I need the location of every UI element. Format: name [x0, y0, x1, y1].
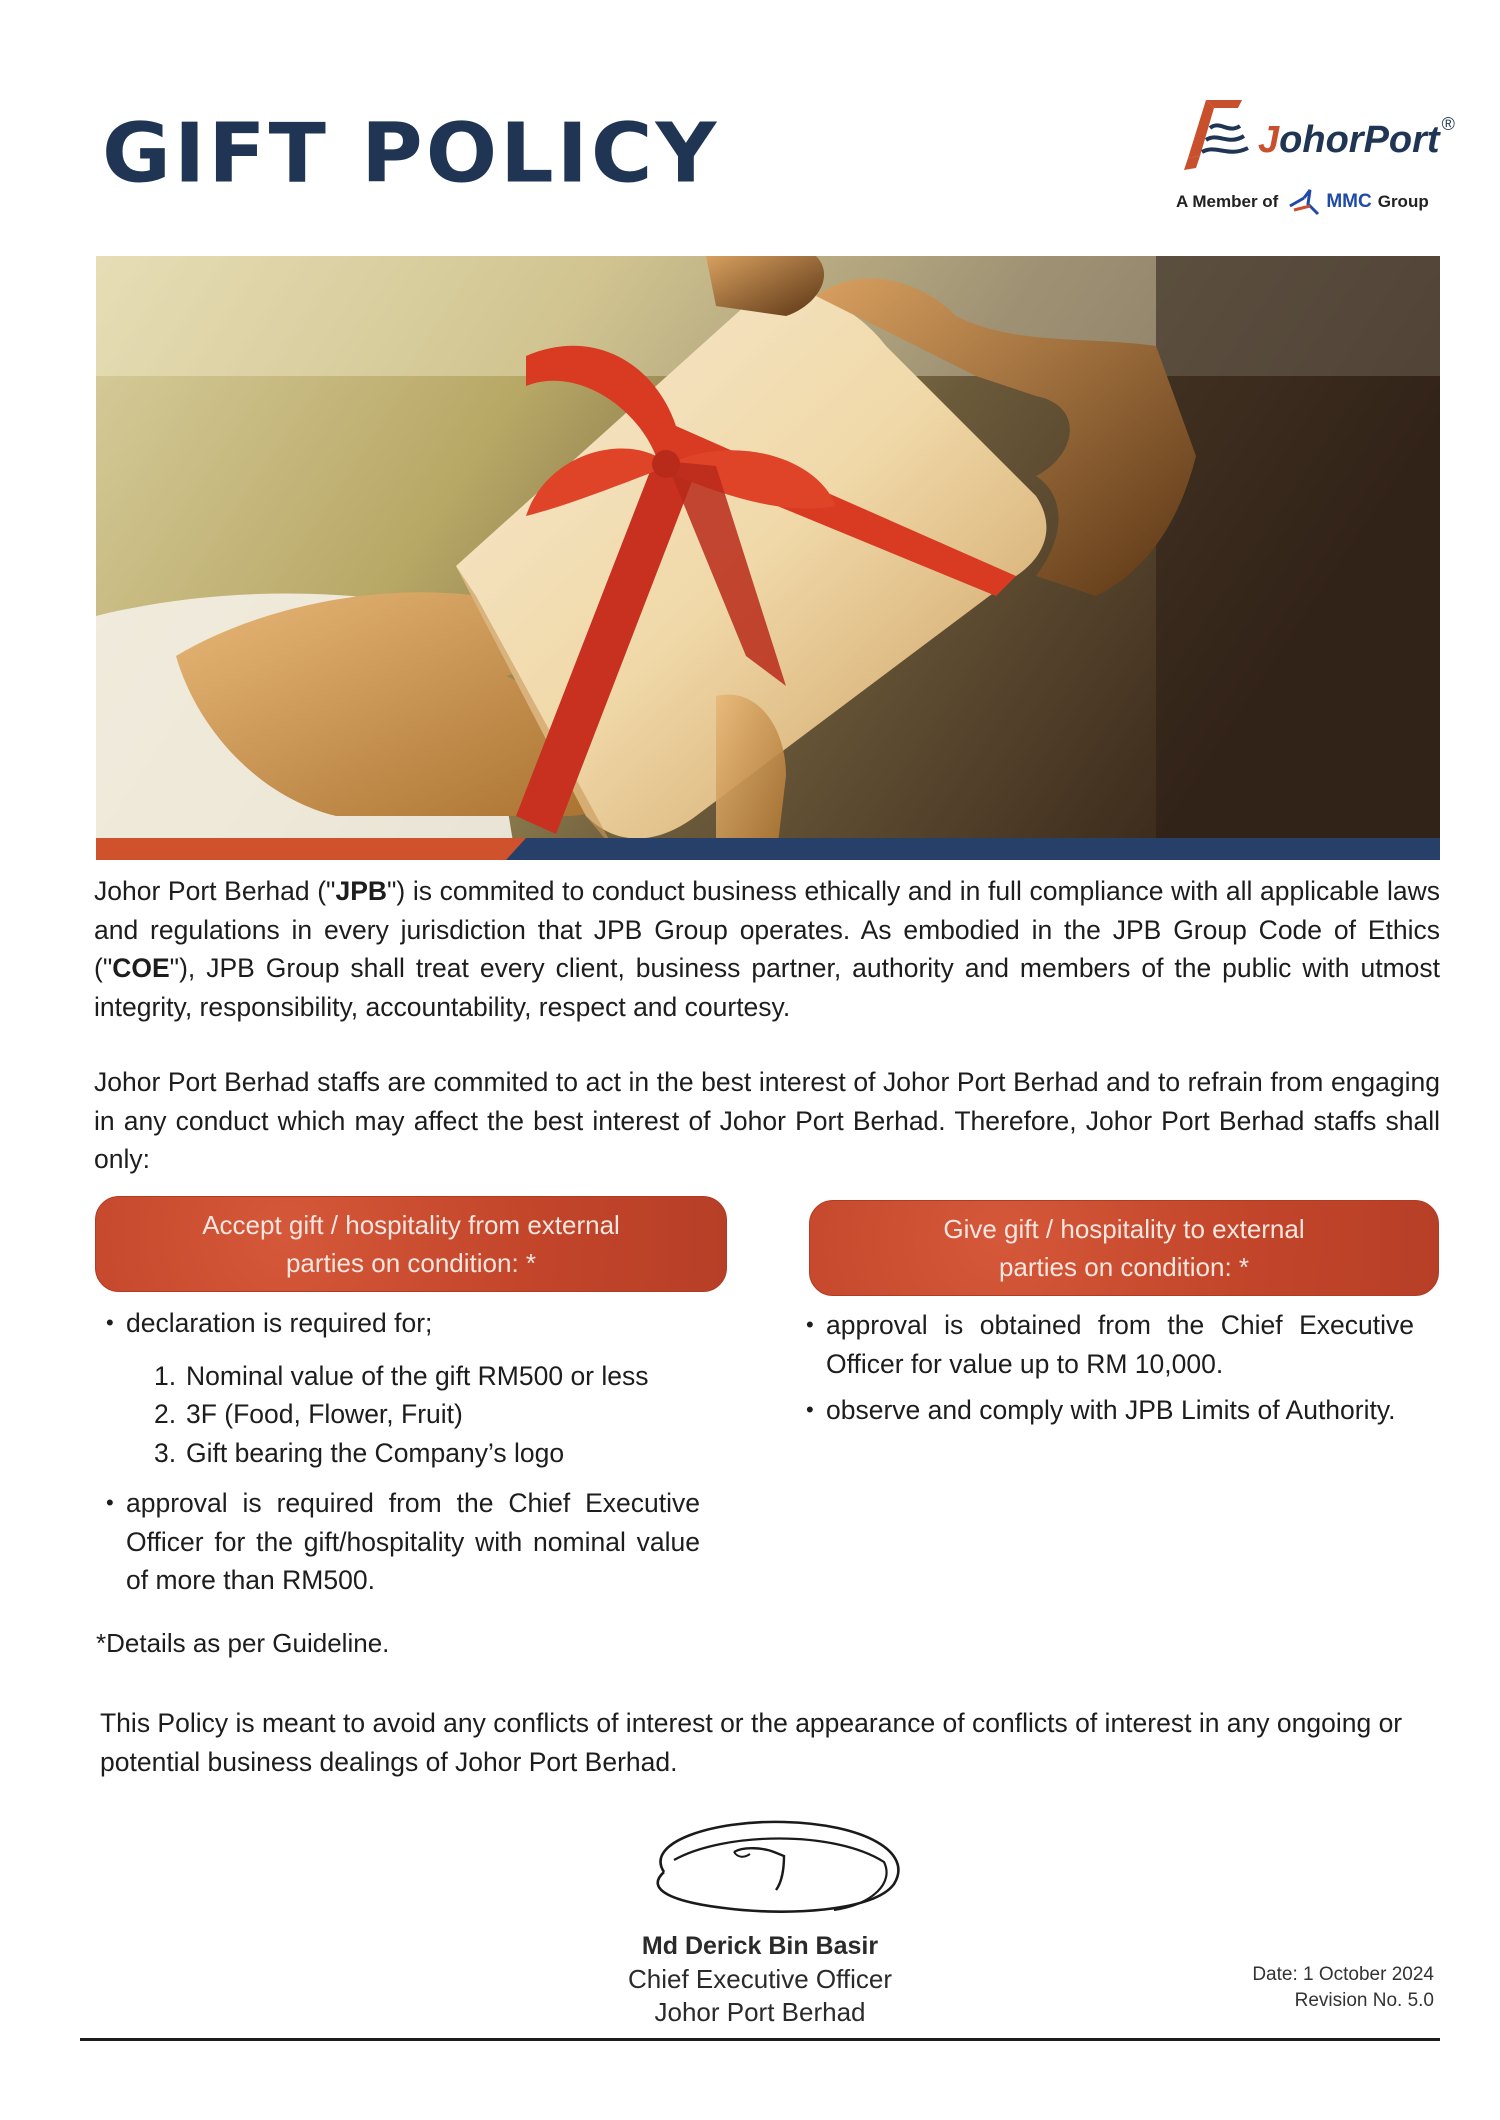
list-item: 2. 3F (Food, Flower, Fruit)	[154, 1399, 463, 1429]
ceo-signature	[634, 1812, 914, 1922]
johor-port-logo	[1176, 98, 1456, 218]
page-title: GIFT POLICY	[102, 104, 720, 202]
signer-title: Chief Executive Officer	[628, 1964, 892, 1994]
document-revision: Revision No. 5.0	[1294, 1990, 1434, 2011]
document-meta	[1252, 1962, 1434, 2014]
signer-block	[560, 1930, 960, 2029]
hero-image	[96, 256, 1440, 860]
johor-port-wordmark: JohorPort ®	[1258, 114, 1455, 161]
accept-gift-heading: Accept gift / hospitality from external parties on condition: *	[95, 1196, 727, 1292]
staff-commitment-paragraph: Johor Port Berhad staffs are commited to act in the best interest of Johor Port Berhad and to refrain from engaging in any conduct which may affect the best interest of Johor Port Berhad. Therefore, Johor Port Berhad staffs shall only:	[94, 1067, 1440, 1174]
guideline-note: *Details as per Guideline.	[96, 1628, 390, 1658]
gift-exchange-icon	[96, 256, 1440, 860]
footer-divider	[80, 2038, 1440, 2041]
give-comply-bullet: • observe and comply with JPB Limits of Authority.	[804, 1391, 1414, 1430]
johor-port-logo-icon	[1184, 98, 1254, 172]
closing-paragraph: This Policy is meant to avoid any conflicts of interest or the appearance of conflicts of interest in any ongoing or potential business dealings of Johor Port Berhad.	[100, 1708, 1403, 1777]
accept-conditions	[104, 1304, 700, 1600]
accept-declaration-list	[104, 1357, 700, 1473]
accept-declaration-bullet: • declaration is required for;	[104, 1304, 700, 1343]
intro-paragraph: Johor Port Berhad ("JPB") is commited to conduct business ethically and in full compliance with all applicable laws and regulations in every jurisdiction that JPB Group operates. As embodied in the JPB Group Code of Ethics ("COE"), JPB Group shall treat every client, business partner, authority and members of the public with utmost integrity, responsibility, accountability, respect and courtesy.	[94, 876, 1440, 1022]
list-item: 3. Gift bearing the Company’s logo	[154, 1437, 565, 1468]
mmc-logo-icon	[1288, 188, 1320, 216]
accept-approval-bullet: • approval is required from the Chief Executive Officer for the gift/hospitality with nominal value of more than RM500.	[104, 1484, 700, 1600]
document-date: Date: 1 October 2024	[1252, 1964, 1434, 1985]
give-conditions	[804, 1306, 1414, 1430]
give-approval-bullet: • approval is obtained from the Chief Executive Officer for value up to RM 10,000.	[804, 1306, 1414, 1383]
list-item: 1. Nominal value of the gift RM500 or less	[154, 1360, 649, 1391]
signer-name: Md Derick Bin Basir	[641, 1932, 879, 1960]
member-of-mmc: A Member of MMC Group	[1176, 188, 1429, 216]
signer-company: Johor Port Berhad	[654, 1997, 866, 2027]
give-gift-heading: Give gift / hospitality to external parties on condition: *	[809, 1200, 1439, 1296]
